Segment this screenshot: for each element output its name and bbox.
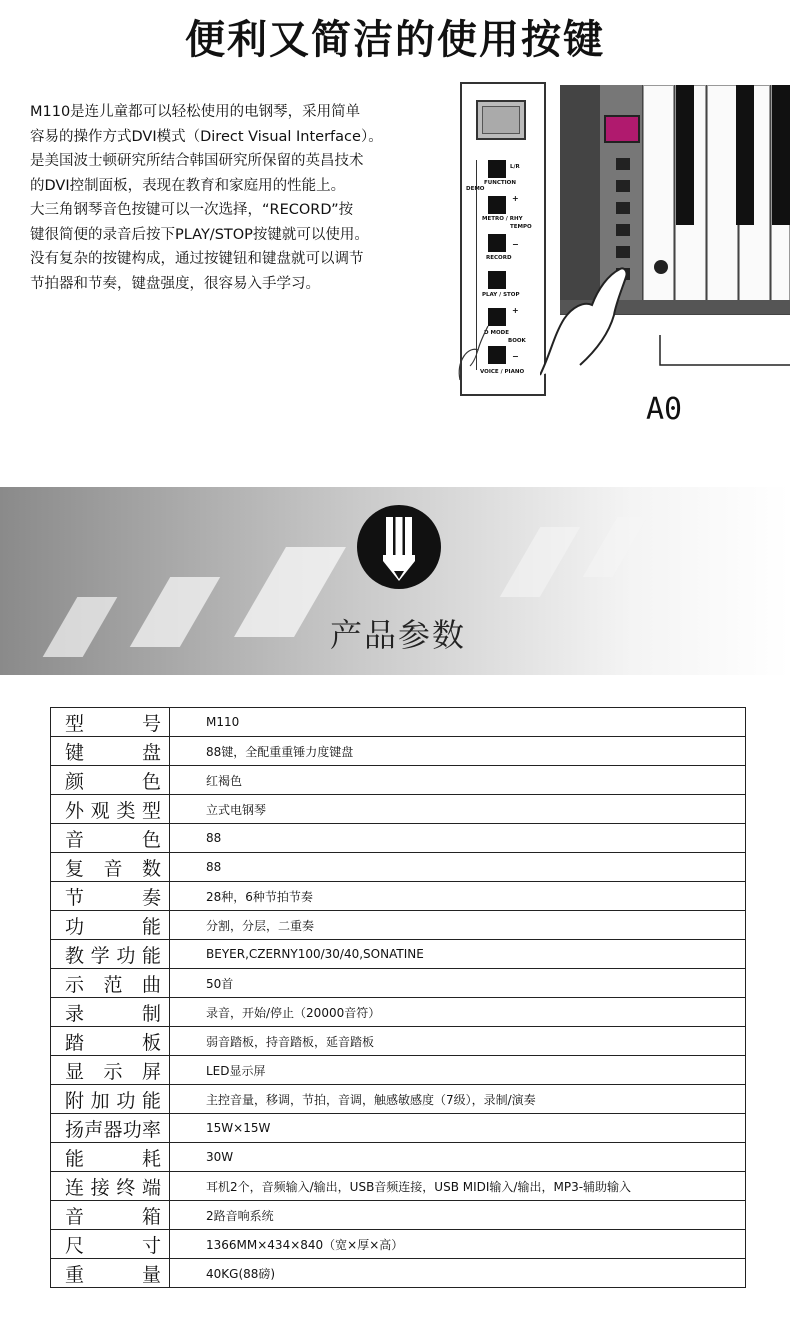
- piano-button: [616, 202, 630, 214]
- description-line: 节拍器和节奏，键盘强度，很容易入手学习。: [30, 275, 320, 292]
- piano-button: [616, 224, 630, 236]
- black-key: [772, 85, 790, 225]
- spec-table: [50, 707, 746, 1288]
- spec-row: [51, 1114, 746, 1143]
- page-title: 便利又简洁的使用按键: [185, 17, 605, 63]
- panel-button-function: [488, 160, 506, 178]
- spec-row: [51, 766, 746, 795]
- spec-row: [51, 737, 746, 766]
- spec-value: 耳机2个，音频输入/输出，USB音频连接，USB MIDI输入/输出，MP3-辅助输入: [170, 1172, 746, 1201]
- label-book: BOOK: [508, 338, 526, 344]
- label-minus: −: [512, 240, 519, 249]
- spec-table-body: [51, 708, 746, 1288]
- spec-key: 外观类型: [51, 795, 170, 824]
- description-line: 大三角钢琴音色按键可以一次选择，“RECORD”按: [30, 202, 354, 218]
- key-label-a0: A0: [646, 392, 683, 427]
- spec-value: 1366MM×434×840（宽×厚×高）: [170, 1230, 746, 1259]
- label-function: FUNCTION: [484, 180, 516, 186]
- spec-key: 键盘: [51, 737, 170, 766]
- black-key: [736, 85, 754, 225]
- description-line: 键很简便的录音后按下PLAY/STOP按键就可以使用。: [30, 226, 369, 243]
- panel-display: [476, 100, 526, 140]
- description-line: 是美国波士顿研究所结合韩国研究所保留的英昌技术: [30, 153, 364, 169]
- spec-value: 28种，6种节拍节奏: [170, 882, 746, 911]
- spec-row: [51, 998, 746, 1027]
- spec-key: 踏板: [51, 1027, 170, 1056]
- label-voice: VOICE / PIANO: [480, 369, 525, 375]
- label-play: PLAY / STOP: [482, 292, 520, 298]
- spec-value: 红褐色: [170, 766, 746, 795]
- spec-key: 显示屏: [51, 1056, 170, 1085]
- spec-key: 复音数: [51, 853, 170, 882]
- spec-key: 示范曲: [51, 969, 170, 998]
- spec-value: 88键，全配重重锤力度键盘: [170, 737, 746, 766]
- spec-key: 音箱: [51, 1201, 170, 1230]
- spec-key: 尺寸: [51, 1230, 170, 1259]
- spec-value: 弱音踏板，持音踏板，延音踏板: [170, 1027, 746, 1056]
- spec-row: [51, 795, 746, 824]
- spec-key: 功能: [51, 911, 170, 940]
- spec-key: 重量: [51, 1259, 170, 1288]
- spec-value: 录音，开始/停止（20000音符）: [170, 998, 746, 1027]
- spec-value: 88: [170, 853, 746, 882]
- spec-value: 30W: [170, 1143, 746, 1172]
- piano-button: [616, 246, 630, 258]
- spec-row: [51, 969, 746, 998]
- spec-row: [51, 882, 746, 911]
- spec-row: [51, 911, 746, 940]
- spec-key: 录制: [51, 998, 170, 1027]
- description-line: 的DVI控制面板，表现在教育和家庭用的性能上。: [30, 177, 346, 194]
- piano-key-logo-icon: [357, 505, 441, 589]
- banner-key-streak: [583, 517, 648, 577]
- spec-value: 15W×15W: [170, 1114, 746, 1143]
- black-key: [676, 85, 694, 225]
- spec-key: 扬声器功率: [51, 1114, 170, 1143]
- spec-row: [51, 1085, 746, 1114]
- pencil-keys-icon: [357, 505, 441, 589]
- spec-key: 型号: [51, 708, 170, 737]
- label-plus: +: [512, 194, 519, 203]
- spec-key: 连接终端: [51, 1172, 170, 1201]
- spec-value: 立式电钢琴: [170, 795, 746, 824]
- spec-key: 教学功能: [51, 940, 170, 969]
- label-demo: DEMO: [466, 186, 485, 192]
- spec-key: 音色: [51, 824, 170, 853]
- spec-value: 2路音响系统: [170, 1201, 746, 1230]
- label-tempo: TEMPO: [510, 224, 532, 230]
- spec-row: [51, 1027, 746, 1056]
- spec-value: M110: [170, 708, 746, 737]
- spec-row: [51, 853, 746, 882]
- banner-key-streak: [43, 597, 118, 657]
- control-panel-illustration: [460, 82, 546, 396]
- spec-key: 节奏: [51, 882, 170, 911]
- spec-row: [51, 824, 746, 853]
- spec-key: 颜色: [51, 766, 170, 795]
- spec-row: [51, 1056, 746, 1085]
- label-minus-2: −: [512, 352, 519, 361]
- spec-row: [51, 1143, 746, 1172]
- description-line: M110是连儿童都可以轻松使用的电钢琴，采用简单: [30, 104, 361, 120]
- spec-value: 50首: [170, 969, 746, 998]
- spec-row: [51, 940, 746, 969]
- panel-button-record: [488, 234, 506, 252]
- label-mode: D MODE: [484, 330, 509, 336]
- pointer-hand-icon: [540, 265, 790, 385]
- description: [30, 100, 430, 296]
- spec-row: [51, 1230, 746, 1259]
- spec-row: [51, 1172, 746, 1201]
- label-record: RECORD: [486, 255, 512, 261]
- spec-value: 88: [170, 824, 746, 853]
- spec-row: [51, 708, 746, 737]
- spec-value: 主控音量，移调，节拍，音调，触感敏感度（7级），录制/演奏: [170, 1085, 746, 1114]
- label-lr: L/R: [510, 164, 520, 170]
- piano-button: [616, 180, 630, 192]
- spec-key: 能耗: [51, 1143, 170, 1172]
- description-line: 容易的操作方式DVI模式（Direct Visual Interface）。: [30, 128, 383, 145]
- spec-row: [51, 1259, 746, 1288]
- spec-key: 附加功能: [51, 1085, 170, 1114]
- spec-value: 40KG(88磅): [170, 1259, 746, 1288]
- spec-row: [51, 1201, 746, 1230]
- label-plus-2: +: [512, 306, 519, 315]
- spec-value: LED显示屏: [170, 1056, 746, 1085]
- spec-value: 分割，分层，二重奏: [170, 911, 746, 940]
- banner-key-streak: [500, 527, 580, 597]
- piano-button: [616, 158, 630, 170]
- panel-button-play: [488, 271, 506, 289]
- label-metro: METRO / RHY: [482, 216, 523, 222]
- hand-icon: [454, 324, 494, 384]
- led-display: [604, 115, 640, 143]
- section-title: 产品参数: [330, 616, 467, 654]
- description-line: 没有复杂的按键构成，通过按键钮和键盘就可以调节: [30, 251, 364, 267]
- spec-value: BEYER,CZERNY100/30/40,SONATINE: [170, 940, 746, 969]
- banner-key-streak: [130, 577, 220, 647]
- panel-button-metro: [488, 196, 506, 214]
